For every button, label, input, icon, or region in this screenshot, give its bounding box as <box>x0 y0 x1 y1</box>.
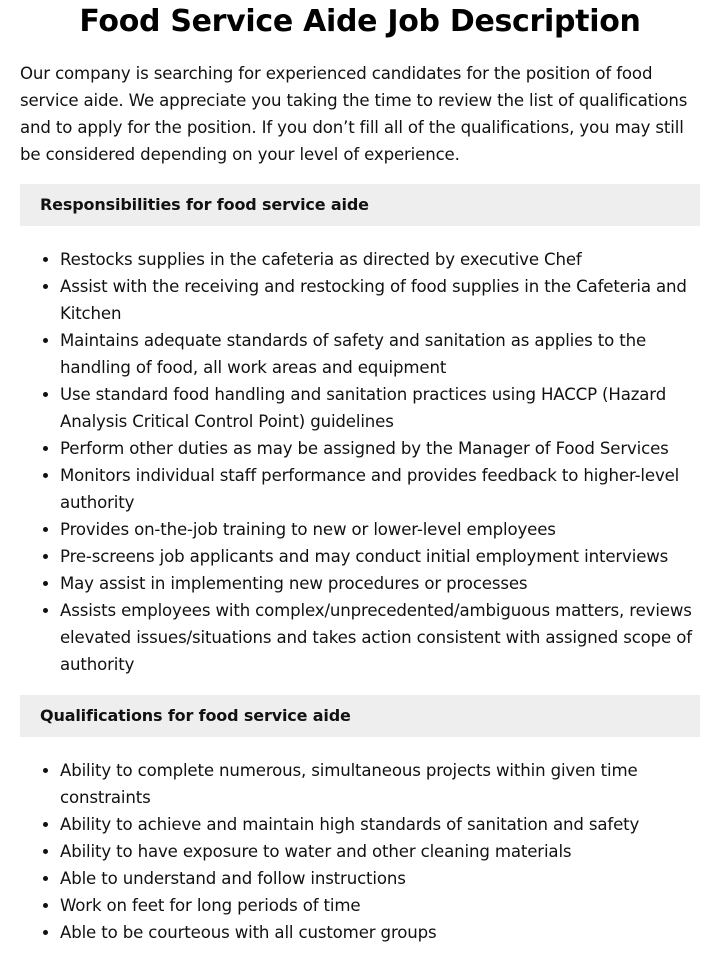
list-item: • Ability to complete numerous, simultaneous projects within given time constraints <box>60 757 700 811</box>
list-item: • Maintains adequate standards of safety and sanitation as applies to the handling of food, all work areas and equipment <box>60 327 700 381</box>
list-item: • Ability to achieve and maintain high standards of sanitation and safety <box>60 811 700 838</box>
responsibilities-list <box>20 246 700 678</box>
list-item: • Assist with the receiving and restocking of food supplies in the Cafeteria and Kitchen <box>60 273 700 327</box>
qualifications-list <box>20 757 700 946</box>
list-item: • Perform other duties as may be assigned by the Manager of Food Services <box>60 435 700 462</box>
intro-paragraph: Our company is searching for experienced candidates for the position of food service aide. We appreciate you taking the time to review the list of qualifications and to apply for the position. If you don’t fill all of the qualifications, you may still be considered depending on your level of experience. <box>20 64 688 164</box>
responsibilities-heading: Responsibilities for food service aide <box>20 184 700 226</box>
page-title: Food Service Aide Job Description <box>79 4 641 39</box>
list-item: • Able to be courteous with all customer groups <box>60 919 700 946</box>
list-item: • Monitors individual staff performance and provides feedback to higher-level authority <box>60 462 700 516</box>
list-item: • Able to understand and follow instructions <box>60 865 700 892</box>
list-item: • Ability to have exposure to water and other cleaning materials <box>60 838 700 865</box>
list-item: • May assist in implementing new procedures or processes <box>60 570 700 597</box>
list-item: • Work on feet for long periods of time <box>60 892 700 919</box>
list-item: • Assists employees with complex/unprecedented/ambiguous matters, reviews elevated issues/situations and takes action consistent with assigned scope of authority <box>60 597 700 678</box>
qualifications-heading: Qualifications for food service aide <box>20 695 700 737</box>
list-item: • Restocks supplies in the cafeteria as directed by executive Chef <box>60 246 700 273</box>
list-item: • Pre-screens job applicants and may conduct initial employment interviews <box>60 543 700 570</box>
list-item: • Use standard food handling and sanitation practices using HACCP (Hazard Analysis Critical Control Point) guidelines <box>60 381 700 435</box>
list-item: • Provides on-the-job training to new or lower-level employees <box>60 516 700 543</box>
